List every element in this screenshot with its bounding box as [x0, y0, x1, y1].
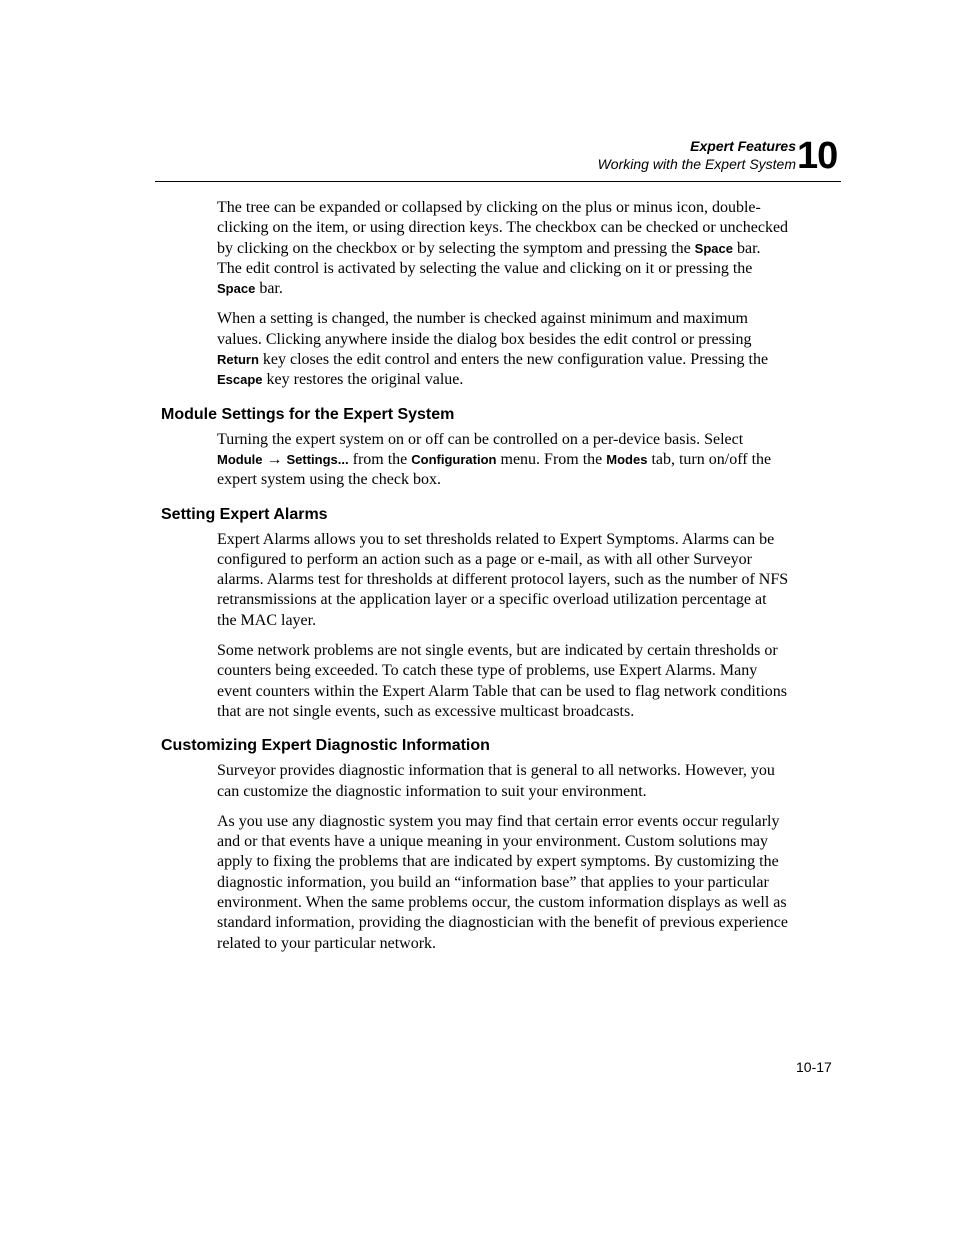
text-run: Turning the expert system on or off can be controlled on a per-device basis. Select [217, 430, 744, 448]
paragraph-setting-change [217, 309, 789, 390]
text-run: menu. From the [496, 450, 607, 468]
paragraph-network-problems: Some network problems are not single events, but are indicated by certain thresholds or counters being exceeded. To catch these type of problems, use Expert Alarms. Many event counters within the Expert Alarm Table that can be used to flag network conditions that are not single events, such as excessive multicast broadcasts. [217, 642, 787, 720]
menu-item-name: Module [217, 451, 263, 467]
text-run: from the [348, 450, 412, 468]
section-title: Working with the Expert System [597, 156, 796, 172]
text-run: key closes the edit control and enters the new configuration value. Pressing the [258, 351, 769, 369]
section-heading: Module Settings for the Expert System [161, 405, 455, 423]
key-name: Space [694, 240, 733, 256]
text-run: bar. [255, 280, 283, 298]
paragraph-module-settings [217, 430, 789, 491]
page-body [0, 198, 954, 964]
paragraph-tree-controls [217, 198, 789, 299]
menu-item-name: Settings... [286, 451, 349, 467]
arrow-glyph: → [262, 450, 287, 468]
key-name: Escape [217, 372, 263, 388]
paragraph-diagnostic-info: Surveyor provides diagnostic information that is general to all networks. However, you can customize the diagnostic information to suit your environment. [217, 762, 775, 800]
text-run: When a setting is changed, the number is checked against minimum and maximum values. Clicking anywhere inside the dialog box besides the edit control or pressing [217, 310, 752, 348]
chapter-number: 10 [797, 135, 838, 177]
text-run: tab, turn on/off the expert system using the check box. [217, 450, 772, 489]
text-run: bar. The edit control is activated by selecting the value and clicking on it or pressing the [217, 239, 761, 277]
paragraph-custom-solutions: As you use any diagnostic system you may find that certain error events occur regularly and or that events have a unique meaning in your environment. Custom solutions may apply to fixing the problems that are indicated by expert symptoms. By customizing the diagnostic information, you build an “information base” that applies to your particular environment. When the same problems occur, the custom information displays as well as standard information, providing the diagnostician with the benefit of previous experience related to your particular network. [217, 812, 788, 952]
text-run: key restores the original value. [262, 371, 464, 389]
section-heading: Customizing Expert Diagnostic Information [161, 737, 490, 755]
text-run: The tree can be expanded or collapsed by clicking on the plus or minus icon, double-clicking on the item, or using direction keys. The checkbox can be checked or unchecked by clicking on the checkbox or by selecting the symptom and pressing the [217, 199, 789, 257]
header-divider [155, 181, 841, 182]
running-header [598, 137, 796, 173]
page-number: 10-17 [796, 1059, 832, 1075]
chapter-title: Expert Features [690, 138, 796, 154]
page-header [0, 0, 954, 190]
section-heading: Setting Expert Alarms [161, 505, 328, 523]
key-name: Space [217, 281, 256, 297]
key-name: Return [217, 352, 259, 368]
tab-name: Modes [606, 451, 648, 467]
menu-name: Configuration [411, 451, 497, 467]
paragraph-expert-alarms: Expert Alarms allows you to set thresholds related to Expert Symptoms. Alarms can be configured to perform an action such as a page or e-mail, as with all other Surveyor alarms. Alarms test for thresholds at different protocol layers, such as the number of NFS retransmissions at the application layer or a specific overload utilization percentage at the MAC layer. [217, 530, 789, 629]
